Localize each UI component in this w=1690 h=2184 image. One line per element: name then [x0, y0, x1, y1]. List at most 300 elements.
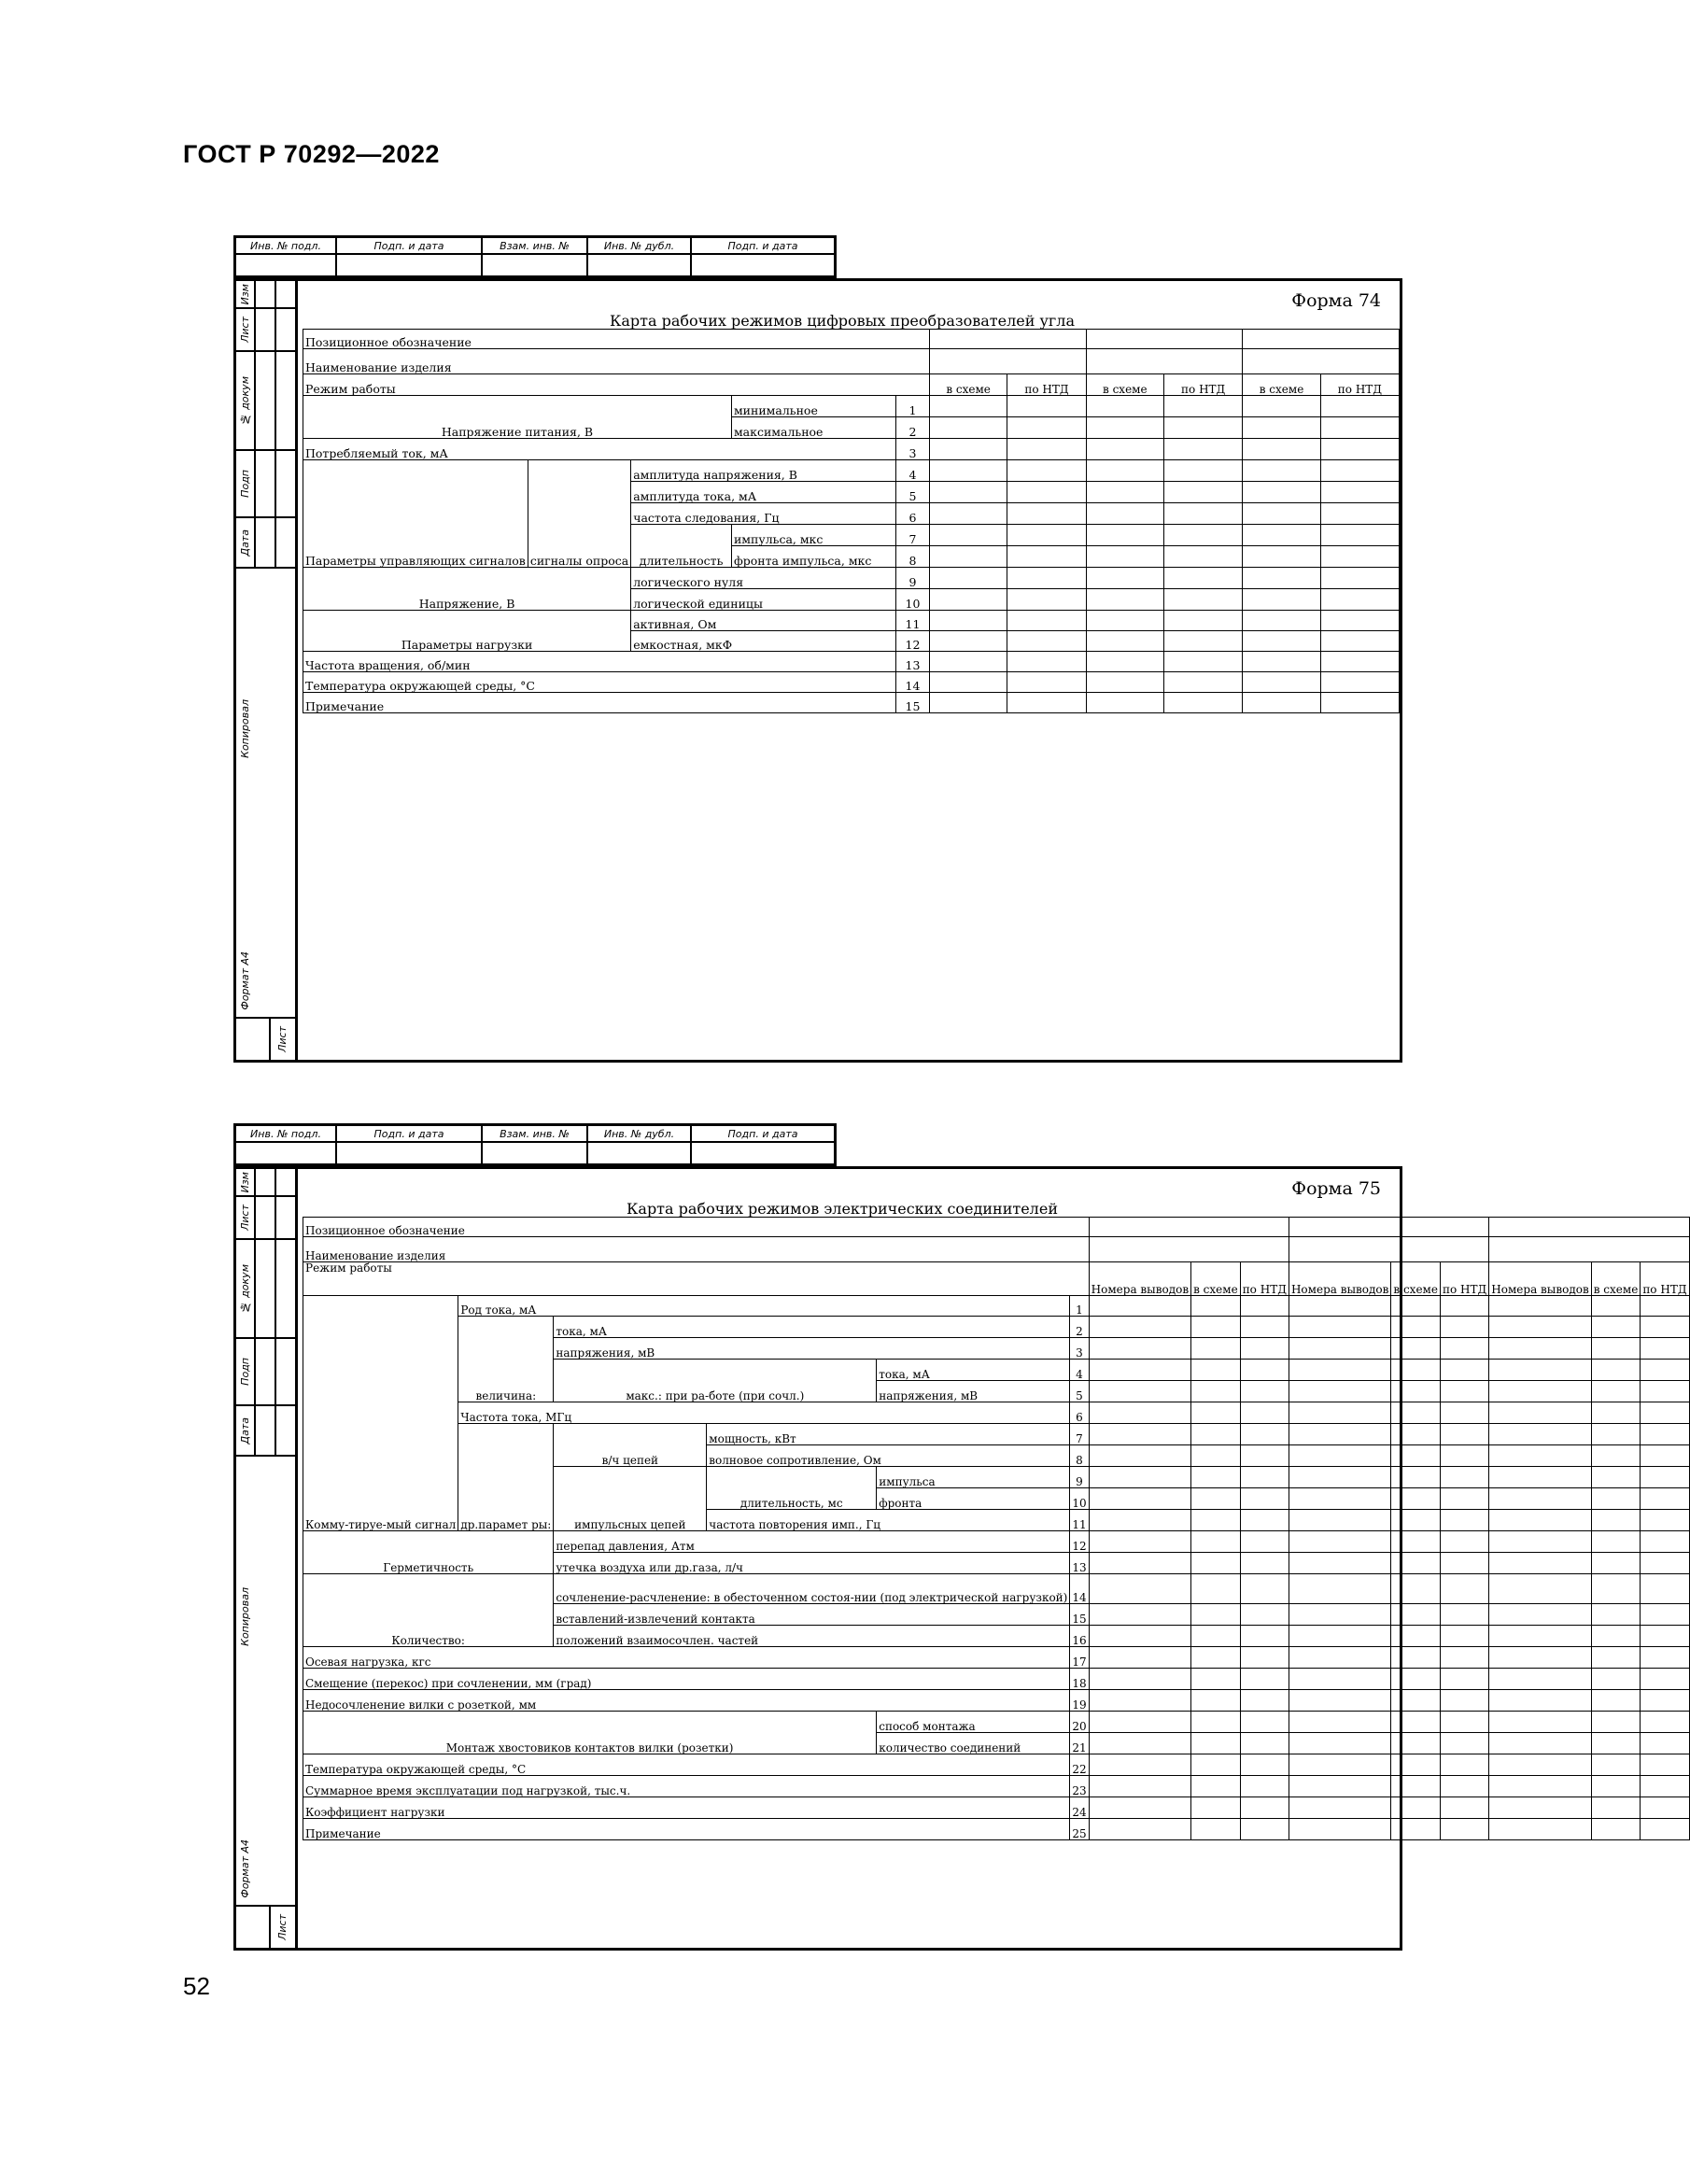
data-cell[interactable]: [1591, 1647, 1641, 1669]
data-cell[interactable]: [1320, 439, 1399, 460]
data-cell[interactable]: [1441, 1712, 1489, 1733]
data-cell[interactable]: [1289, 1467, 1390, 1488]
data-cell[interactable]: [1320, 611, 1399, 631]
data-cell[interactable]: [1243, 330, 1400, 349]
data-cell[interactable]: [1641, 1381, 1689, 1402]
data-cell[interactable]: [1089, 1467, 1190, 1488]
data-cell[interactable]: [1641, 1574, 1689, 1604]
data-cell[interactable]: [1089, 1776, 1190, 1797]
data-cell[interactable]: [929, 631, 1007, 652]
data-cell[interactable]: [1089, 1402, 1190, 1424]
data-cell[interactable]: [1089, 1424, 1190, 1445]
data-cell[interactable]: [1320, 503, 1399, 525]
data-cell[interactable]: [1591, 1733, 1641, 1754]
data-cell[interactable]: [1641, 1776, 1689, 1797]
data-cell[interactable]: [1240, 1317, 1289, 1338]
data-cell[interactable]: [1240, 1712, 1289, 1733]
data-cell[interactable]: [1086, 417, 1164, 439]
data-cell[interactable]: [1391, 1647, 1441, 1669]
data-cell[interactable]: [1086, 525, 1164, 546]
data-cell[interactable]: [1489, 1776, 1591, 1797]
data-cell[interactable]: [1086, 330, 1243, 349]
data-cell[interactable]: [1641, 1690, 1689, 1712]
data-cell[interactable]: [1391, 1445, 1441, 1467]
data-cell[interactable]: [1086, 693, 1164, 713]
data-cell[interactable]: [1240, 1776, 1289, 1797]
data-cell[interactable]: [1089, 1574, 1190, 1604]
data-cell[interactable]: [1089, 1712, 1190, 1733]
data-cell[interactable]: [1086, 589, 1164, 611]
data-cell[interactable]: [929, 525, 1007, 546]
data-cell[interactable]: [1243, 589, 1321, 611]
data-cell[interactable]: [1489, 1338, 1591, 1360]
data-cell[interactable]: [929, 611, 1007, 631]
data-cell[interactable]: [1086, 568, 1164, 589]
data-cell[interactable]: [1591, 1669, 1641, 1690]
data-cell[interactable]: [1591, 1296, 1641, 1317]
data-cell[interactable]: [1641, 1488, 1689, 1510]
data-cell[interactable]: [1489, 1488, 1591, 1510]
data-cell[interactable]: [1441, 1445, 1489, 1467]
data-cell[interactable]: [1086, 672, 1164, 693]
data-cell[interactable]: [1391, 1531, 1441, 1553]
data-cell[interactable]: [1489, 1445, 1591, 1467]
data-cell[interactable]: [1591, 1690, 1641, 1712]
data-cell[interactable]: [1591, 1467, 1641, 1488]
data-cell[interactable]: [1191, 1445, 1241, 1467]
data-cell[interactable]: [929, 652, 1007, 672]
data-cell[interactable]: [1243, 652, 1321, 672]
data-cell[interactable]: [1089, 1531, 1190, 1553]
data-cell[interactable]: [1289, 1445, 1390, 1467]
data-cell[interactable]: [1191, 1360, 1241, 1381]
data-cell[interactable]: [1489, 1510, 1591, 1531]
data-cell[interactable]: [1591, 1360, 1641, 1381]
data-cell[interactable]: [1289, 1647, 1390, 1669]
data-cell[interactable]: [1489, 1424, 1591, 1445]
data-cell[interactable]: [1289, 1296, 1390, 1317]
data-cell[interactable]: [1320, 672, 1399, 693]
data-cell[interactable]: [1164, 568, 1243, 589]
data-cell[interactable]: [1441, 1488, 1489, 1510]
data-cell[interactable]: [1191, 1797, 1241, 1819]
data-cell[interactable]: [1191, 1574, 1241, 1604]
data-cell[interactable]: [1243, 693, 1321, 713]
data-cell[interactable]: [1191, 1424, 1241, 1445]
data-cell[interactable]: [1007, 589, 1086, 611]
data-cell[interactable]: [1164, 460, 1243, 482]
data-cell[interactable]: [1641, 1712, 1689, 1733]
data-cell[interactable]: [1391, 1360, 1441, 1381]
data-cell[interactable]: [1164, 631, 1243, 652]
data-cell[interactable]: [1641, 1467, 1689, 1488]
data-cell[interactable]: [1007, 631, 1086, 652]
data-cell[interactable]: [1191, 1776, 1241, 1797]
data-cell[interactable]: [1441, 1754, 1489, 1776]
data-cell[interactable]: [1086, 482, 1164, 503]
data-cell[interactable]: [1191, 1754, 1241, 1776]
data-cell[interactable]: [1240, 1626, 1289, 1647]
data-cell[interactable]: [1591, 1754, 1641, 1776]
data-cell[interactable]: [929, 503, 1007, 525]
data-cell[interactable]: [929, 417, 1007, 439]
data-cell[interactable]: [1441, 1402, 1489, 1424]
data-cell[interactable]: [1089, 1488, 1190, 1510]
data-cell[interactable]: [1489, 1381, 1591, 1402]
data-cell[interactable]: [1641, 1338, 1689, 1360]
data-cell[interactable]: [1391, 1669, 1441, 1690]
data-cell[interactable]: [1240, 1424, 1289, 1445]
data-cell[interactable]: [1007, 460, 1086, 482]
data-cell[interactable]: [1391, 1776, 1441, 1797]
data-cell[interactable]: [1289, 1424, 1390, 1445]
data-cell[interactable]: [1489, 1296, 1591, 1317]
data-cell[interactable]: [1086, 611, 1164, 631]
data-cell[interactable]: [1240, 1553, 1289, 1574]
data-cell[interactable]: [1441, 1360, 1489, 1381]
data-cell[interactable]: [1320, 568, 1399, 589]
data-cell[interactable]: [1240, 1445, 1289, 1467]
data-cell[interactable]: [1089, 1553, 1190, 1574]
data-cell[interactable]: [1007, 439, 1086, 460]
data-cell[interactable]: [1089, 1690, 1190, 1712]
data-cell[interactable]: [1289, 1360, 1390, 1381]
data-cell[interactable]: [1164, 396, 1243, 417]
data-cell[interactable]: [1441, 1467, 1489, 1488]
data-cell[interactable]: [1243, 503, 1321, 525]
data-cell[interactable]: [929, 439, 1007, 460]
data-cell[interactable]: [1164, 439, 1243, 460]
data-cell[interactable]: [1007, 525, 1086, 546]
data-cell[interactable]: [1191, 1669, 1241, 1690]
data-cell[interactable]: [1240, 1338, 1289, 1360]
data-cell[interactable]: [1441, 1797, 1489, 1819]
data-cell[interactable]: [1591, 1553, 1641, 1574]
data-cell[interactable]: [1391, 1626, 1441, 1647]
data-cell[interactable]: [1191, 1338, 1241, 1360]
data-cell[interactable]: [1641, 1647, 1689, 1669]
data-cell[interactable]: [1591, 1488, 1641, 1510]
data-cell[interactable]: [1089, 1797, 1190, 1819]
data-cell[interactable]: [1489, 1402, 1591, 1424]
data-cell[interactable]: [1289, 1733, 1390, 1754]
data-cell[interactable]: [1240, 1531, 1289, 1553]
data-cell[interactable]: [1489, 1553, 1591, 1574]
data-cell[interactable]: [1641, 1445, 1689, 1467]
data-cell[interactable]: [1243, 396, 1321, 417]
data-cell[interactable]: [1289, 1754, 1390, 1776]
data-cell[interactable]: [1191, 1647, 1241, 1669]
data-cell[interactable]: [1320, 482, 1399, 503]
data-cell[interactable]: [1289, 1669, 1390, 1690]
data-cell[interactable]: [1240, 1754, 1289, 1776]
data-cell[interactable]: [1391, 1819, 1441, 1840]
data-cell[interactable]: [1240, 1647, 1289, 1669]
data-cell[interactable]: [1441, 1317, 1489, 1338]
data-cell[interactable]: [1391, 1317, 1441, 1338]
data-cell[interactable]: [1489, 1531, 1591, 1553]
data-cell[interactable]: [1591, 1776, 1641, 1797]
data-cell[interactable]: [1240, 1381, 1289, 1402]
data-cell[interactable]: [1007, 396, 1086, 417]
data-cell[interactable]: [1089, 1669, 1190, 1690]
data-cell[interactable]: [1441, 1647, 1489, 1669]
data-cell[interactable]: [1591, 1424, 1641, 1445]
data-cell[interactable]: [929, 396, 1007, 417]
data-cell[interactable]: [1240, 1690, 1289, 1712]
data-cell[interactable]: [1441, 1574, 1489, 1604]
data-cell[interactable]: [1320, 460, 1399, 482]
data-cell[interactable]: [1007, 672, 1086, 693]
data-cell[interactable]: [1591, 1604, 1641, 1626]
data-cell[interactable]: [1641, 1531, 1689, 1553]
data-cell[interactable]: [1641, 1819, 1689, 1840]
data-cell[interactable]: [1089, 1296, 1190, 1317]
data-cell[interactable]: [1240, 1467, 1289, 1488]
data-cell[interactable]: [1289, 1819, 1390, 1840]
data-cell[interactable]: [1641, 1510, 1689, 1531]
data-cell[interactable]: [1391, 1733, 1441, 1754]
data-cell[interactable]: [1641, 1317, 1689, 1338]
data-cell[interactable]: [1089, 1237, 1289, 1262]
data-cell[interactable]: [1191, 1317, 1241, 1338]
data-cell[interactable]: [1243, 525, 1321, 546]
data-cell[interactable]: [929, 693, 1007, 713]
data-cell[interactable]: [1391, 1488, 1441, 1510]
data-cell[interactable]: [1164, 482, 1243, 503]
data-cell[interactable]: [1240, 1510, 1289, 1531]
data-cell[interactable]: [1289, 1381, 1390, 1402]
data-cell[interactable]: [1489, 1467, 1591, 1488]
data-cell[interactable]: [1391, 1574, 1441, 1604]
data-cell[interactable]: [1441, 1296, 1489, 1317]
data-cell[interactable]: [1089, 1626, 1190, 1647]
data-cell[interactable]: [929, 349, 1086, 374]
data-cell[interactable]: [1289, 1531, 1390, 1553]
data-cell[interactable]: [1289, 1237, 1488, 1262]
data-cell[interactable]: [1164, 589, 1243, 611]
data-cell[interactable]: [1641, 1604, 1689, 1626]
data-cell[interactable]: [1289, 1510, 1390, 1531]
data-cell[interactable]: [1489, 1712, 1591, 1733]
data-cell[interactable]: [1240, 1604, 1289, 1626]
data-cell[interactable]: [1191, 1712, 1241, 1733]
data-cell[interactable]: [1591, 1510, 1641, 1531]
data-cell[interactable]: [1591, 1797, 1641, 1819]
data-cell[interactable]: [1591, 1819, 1641, 1840]
data-cell[interactable]: [1240, 1402, 1289, 1424]
data-cell[interactable]: [1641, 1797, 1689, 1819]
data-cell[interactable]: [1489, 1819, 1591, 1840]
data-cell[interactable]: [1191, 1690, 1241, 1712]
data-cell[interactable]: [1320, 652, 1399, 672]
data-cell[interactable]: [1089, 1218, 1289, 1237]
data-cell[interactable]: [1240, 1488, 1289, 1510]
data-cell[interactable]: [1089, 1647, 1190, 1669]
data-cell[interactable]: [1089, 1338, 1190, 1360]
data-cell[interactable]: [1191, 1467, 1241, 1488]
data-cell[interactable]: [1489, 1626, 1591, 1647]
data-cell[interactable]: [1289, 1776, 1390, 1797]
data-cell[interactable]: [1489, 1604, 1591, 1626]
data-cell[interactable]: [1591, 1338, 1641, 1360]
data-cell[interactable]: [1641, 1553, 1689, 1574]
data-cell[interactable]: [1489, 1733, 1591, 1754]
data-cell[interactable]: [1489, 1647, 1591, 1669]
data-cell[interactable]: [1441, 1604, 1489, 1626]
data-cell[interactable]: [1391, 1510, 1441, 1531]
data-cell[interactable]: [1289, 1604, 1390, 1626]
data-cell[interactable]: [1243, 460, 1321, 482]
data-cell[interactable]: [1191, 1819, 1241, 1840]
data-cell[interactable]: [1240, 1669, 1289, 1690]
data-cell[interactable]: [1191, 1402, 1241, 1424]
data-cell[interactable]: [1007, 503, 1086, 525]
data-cell[interactable]: [1164, 417, 1243, 439]
data-cell[interactable]: [1489, 1218, 1689, 1237]
data-cell[interactable]: [1191, 1296, 1241, 1317]
data-cell[interactable]: [1391, 1467, 1441, 1488]
data-cell[interactable]: [1191, 1733, 1241, 1754]
data-cell[interactable]: [1489, 1360, 1591, 1381]
data-cell[interactable]: [1086, 652, 1164, 672]
data-cell[interactable]: [1089, 1754, 1190, 1776]
data-cell[interactable]: [1086, 546, 1164, 568]
data-cell[interactable]: [1591, 1574, 1641, 1604]
data-cell[interactable]: [1191, 1510, 1241, 1531]
data-cell[interactable]: [1243, 631, 1321, 652]
data-cell[interactable]: [929, 589, 1007, 611]
data-cell[interactable]: [1089, 1733, 1190, 1754]
data-cell[interactable]: [1641, 1424, 1689, 1445]
data-cell[interactable]: [1243, 611, 1321, 631]
data-cell[interactable]: [1591, 1712, 1641, 1733]
data-cell[interactable]: [1391, 1604, 1441, 1626]
data-cell[interactable]: [1591, 1317, 1641, 1338]
data-cell[interactable]: [1320, 631, 1399, 652]
data-cell[interactable]: [1007, 693, 1086, 713]
data-cell[interactable]: [1289, 1690, 1390, 1712]
data-cell[interactable]: [1591, 1626, 1641, 1647]
data-cell[interactable]: [1164, 503, 1243, 525]
data-cell[interactable]: [1243, 568, 1321, 589]
data-cell[interactable]: [1320, 417, 1399, 439]
data-cell[interactable]: [929, 482, 1007, 503]
data-cell[interactable]: [1007, 611, 1086, 631]
data-cell[interactable]: [1089, 1445, 1190, 1467]
data-cell[interactable]: [1441, 1819, 1489, 1840]
data-cell[interactable]: [1289, 1338, 1390, 1360]
data-cell[interactable]: [1441, 1776, 1489, 1797]
data-cell[interactable]: [1489, 1237, 1689, 1262]
data-cell[interactable]: [1191, 1553, 1241, 1574]
data-cell[interactable]: [1089, 1604, 1190, 1626]
data-cell[interactable]: [1243, 672, 1321, 693]
data-cell[interactable]: [1320, 396, 1399, 417]
data-cell[interactable]: [1164, 693, 1243, 713]
data-cell[interactable]: [1591, 1531, 1641, 1553]
data-cell[interactable]: [1191, 1531, 1241, 1553]
data-cell[interactable]: [1289, 1218, 1488, 1237]
data-cell[interactable]: [1243, 482, 1321, 503]
data-cell[interactable]: [929, 330, 1086, 349]
data-cell[interactable]: [1441, 1381, 1489, 1402]
data-cell[interactable]: [1489, 1797, 1591, 1819]
data-cell[interactable]: [1641, 1626, 1689, 1647]
data-cell[interactable]: [1191, 1381, 1241, 1402]
data-cell[interactable]: [1164, 525, 1243, 546]
data-cell[interactable]: [1489, 1690, 1591, 1712]
data-cell[interactable]: [1289, 1553, 1390, 1574]
data-cell[interactable]: [1489, 1754, 1591, 1776]
data-cell[interactable]: [1086, 460, 1164, 482]
data-cell[interactable]: [1441, 1510, 1489, 1531]
data-cell[interactable]: [1441, 1690, 1489, 1712]
data-cell[interactable]: [929, 546, 1007, 568]
data-cell[interactable]: [1641, 1754, 1689, 1776]
data-cell[interactable]: [1641, 1402, 1689, 1424]
data-cell[interactable]: [1591, 1445, 1641, 1467]
data-cell[interactable]: [1086, 503, 1164, 525]
data-cell[interactable]: [1441, 1424, 1489, 1445]
data-cell[interactable]: [1086, 439, 1164, 460]
data-cell[interactable]: [1007, 482, 1086, 503]
data-cell[interactable]: [1441, 1338, 1489, 1360]
data-cell[interactable]: [1391, 1797, 1441, 1819]
data-cell[interactable]: [1641, 1733, 1689, 1754]
data-cell[interactable]: [1391, 1424, 1441, 1445]
data-cell[interactable]: [1391, 1553, 1441, 1574]
data-cell[interactable]: [1240, 1296, 1289, 1317]
data-cell[interactable]: [1243, 417, 1321, 439]
data-cell[interactable]: [1391, 1296, 1441, 1317]
data-cell[interactable]: [1164, 652, 1243, 672]
data-cell[interactable]: [1240, 1574, 1289, 1604]
data-cell[interactable]: [1086, 396, 1164, 417]
data-cell[interactable]: [1089, 1381, 1190, 1402]
data-cell[interactable]: [1243, 546, 1321, 568]
data-cell[interactable]: [1289, 1574, 1390, 1604]
data-cell[interactable]: [1007, 568, 1086, 589]
data-cell[interactable]: [1391, 1754, 1441, 1776]
data-cell[interactable]: [1240, 1733, 1289, 1754]
data-cell[interactable]: [1441, 1626, 1489, 1647]
data-cell[interactable]: [1007, 417, 1086, 439]
data-cell[interactable]: [1591, 1381, 1641, 1402]
data-cell[interactable]: [1086, 349, 1243, 374]
data-cell[interactable]: [1240, 1797, 1289, 1819]
data-cell[interactable]: [1191, 1488, 1241, 1510]
data-cell[interactable]: [1641, 1669, 1689, 1690]
data-cell[interactable]: [1320, 525, 1399, 546]
data-cell[interactable]: [1641, 1296, 1689, 1317]
data-cell[interactable]: [1441, 1531, 1489, 1553]
data-cell[interactable]: [1441, 1733, 1489, 1754]
data-cell[interactable]: [1289, 1626, 1390, 1647]
data-cell[interactable]: [1320, 693, 1399, 713]
data-cell[interactable]: [1164, 611, 1243, 631]
data-cell[interactable]: [1391, 1402, 1441, 1424]
data-cell[interactable]: [1164, 672, 1243, 693]
data-cell[interactable]: [1089, 1510, 1190, 1531]
data-cell[interactable]: [929, 460, 1007, 482]
data-cell[interactable]: [1243, 439, 1321, 460]
data-cell[interactable]: [1086, 631, 1164, 652]
data-cell[interactable]: [929, 672, 1007, 693]
data-cell[interactable]: [1007, 546, 1086, 568]
data-cell[interactable]: [1441, 1669, 1489, 1690]
data-cell[interactable]: [1089, 1317, 1190, 1338]
